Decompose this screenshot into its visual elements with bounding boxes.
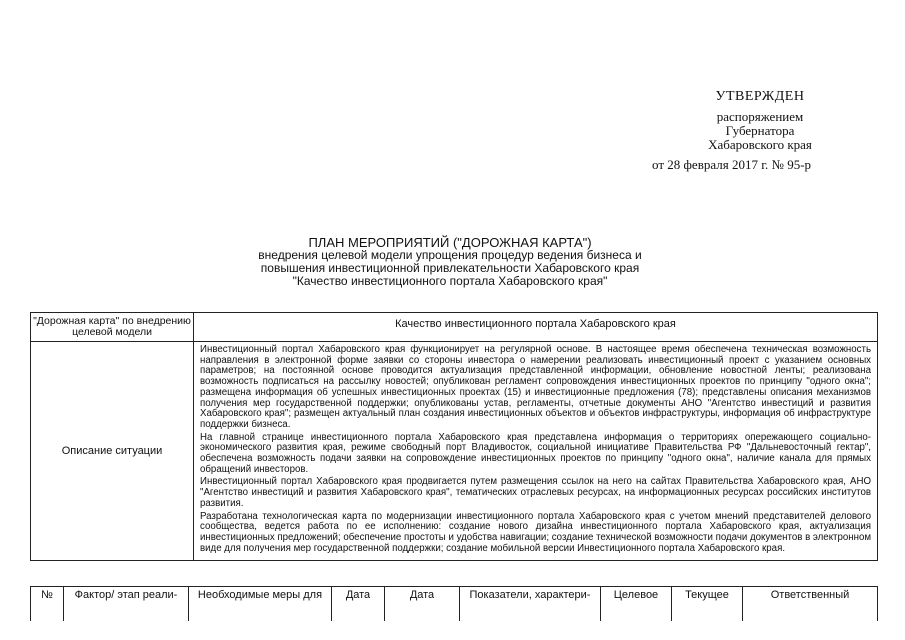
columns-header-table [30, 586, 878, 621]
title-main: ПЛАН МЕРОПРИЯТИЙ ("ДОРОЖНАЯ КАРТА") [308, 235, 592, 250]
title-line: "Качество инвестиционного портала Хабаровского края" [292, 274, 608, 288]
column-header-end-date: Дата [385, 587, 460, 622]
roadmap-table [30, 312, 878, 561]
document-title [150, 236, 750, 288]
approval-line: распоряжением [716, 109, 804, 124]
title-line: внедрения целевой модели упрощения процедур ведения бизнеса и [258, 248, 642, 262]
situation-paragraph: Разработана технологическая карта по модернизации инвестиционного портала Хабаровского края с учетом мнений представителей делового сообщества, ведется работа по ее исполнению: создание нового дизайна инвестиционного портала Хабаровского края, актуализация инвестиционных предложений; обеспечение простоты и удобства навигации; создание технической возможности подачи документов в электронном виде для получения мер государственной поддержки; создание мобильной версии Инвестиционного портала Хабаровского края. [200, 510, 871, 554]
column-header-target: Целевое [601, 587, 672, 622]
header-right-cell: Качество инвестиционного портала Хабаровского края [194, 313, 878, 342]
table-header-row [31, 313, 878, 342]
approval-line: Хабаровского края [708, 137, 812, 152]
header-left-cell: "Дорожная карта" по внедрению целевой модели [31, 313, 194, 342]
situation-paragraph: Инвестиционный портал Хабаровского края функционирует на регулярной основе. В настоящее время обеспечена техническая возможность направления в электронной форме заявки со стороны инвестора о намерении реализовать инвестиционный проект с указанием основных параметров; на постоянной основе проводится актуализация представленной информации, обновление новостной ленты; реализована возможность подписаться на рассылку новостей; опубликован регламент сопровождения инвестиционных проектов по принципу "одного окна"; размещена информация об успешных инвестиционных проектах (15) и инвестиционные предложения (78); представлены описания механизмов получения мер государственной поддержки; опубликованы устав, регламенты, отчетные документы АНО "Агентство инвестиций и развития Хабаровского края"; размещен актуальный план создания инвестиционных объектов и объектов инфраструктуры, информация об инфраструктуре поддержки бизнеса. [200, 344, 871, 430]
column-header-factor: Фактор/ этап реали- [64, 587, 189, 622]
columns-header-row [31, 587, 878, 622]
column-header-number: № [31, 587, 64, 622]
approval-date: от 28 февраля 2017 г. № 95-р [652, 157, 812, 172]
situation-row [31, 342, 878, 561]
approval-heading: УТВЕРЖДЕН [715, 89, 805, 104]
column-header-start-date: Дата [332, 587, 385, 622]
situation-label: Описание ситуации [31, 342, 194, 561]
approval-block [640, 90, 880, 172]
situation-paragraph: Инвестиционный портал Хабаровского края продвигается путем размещения ссылок на него на сайтах Правительства Хабаровского края, АНО "Агентство инвестиций и развития Хабаровского края", тематических отраслевых ресурсах, на информационных ресурсах российских институтов развития. [200, 476, 871, 509]
column-header-current: Текущее [672, 587, 743, 622]
title-line: повышения инвестиционной привлекательности Хабаровского края [260, 261, 640, 275]
column-header-responsible: Ответственный [743, 587, 878, 622]
column-header-measures: Необходимые меры для [189, 587, 332, 622]
situation-description [194, 342, 878, 561]
column-header-indicators: Показатели, характери- [460, 587, 601, 622]
approval-line: Губернатора [725, 123, 795, 138]
situation-paragraph: На главной странице инвестиционного портала Хабаровского края представлена информация о территориях опережающего социально-экономического развития края, режиме свободный порт Владивосток, социальной инициативе Правительства РФ "Дальневосточный гектар", обеспечена возможность подачи заявки на сопровождение инвестиционных проектов по принципу "одного окна", наличие канала для прямых обращений инвесторов. [200, 431, 871, 475]
